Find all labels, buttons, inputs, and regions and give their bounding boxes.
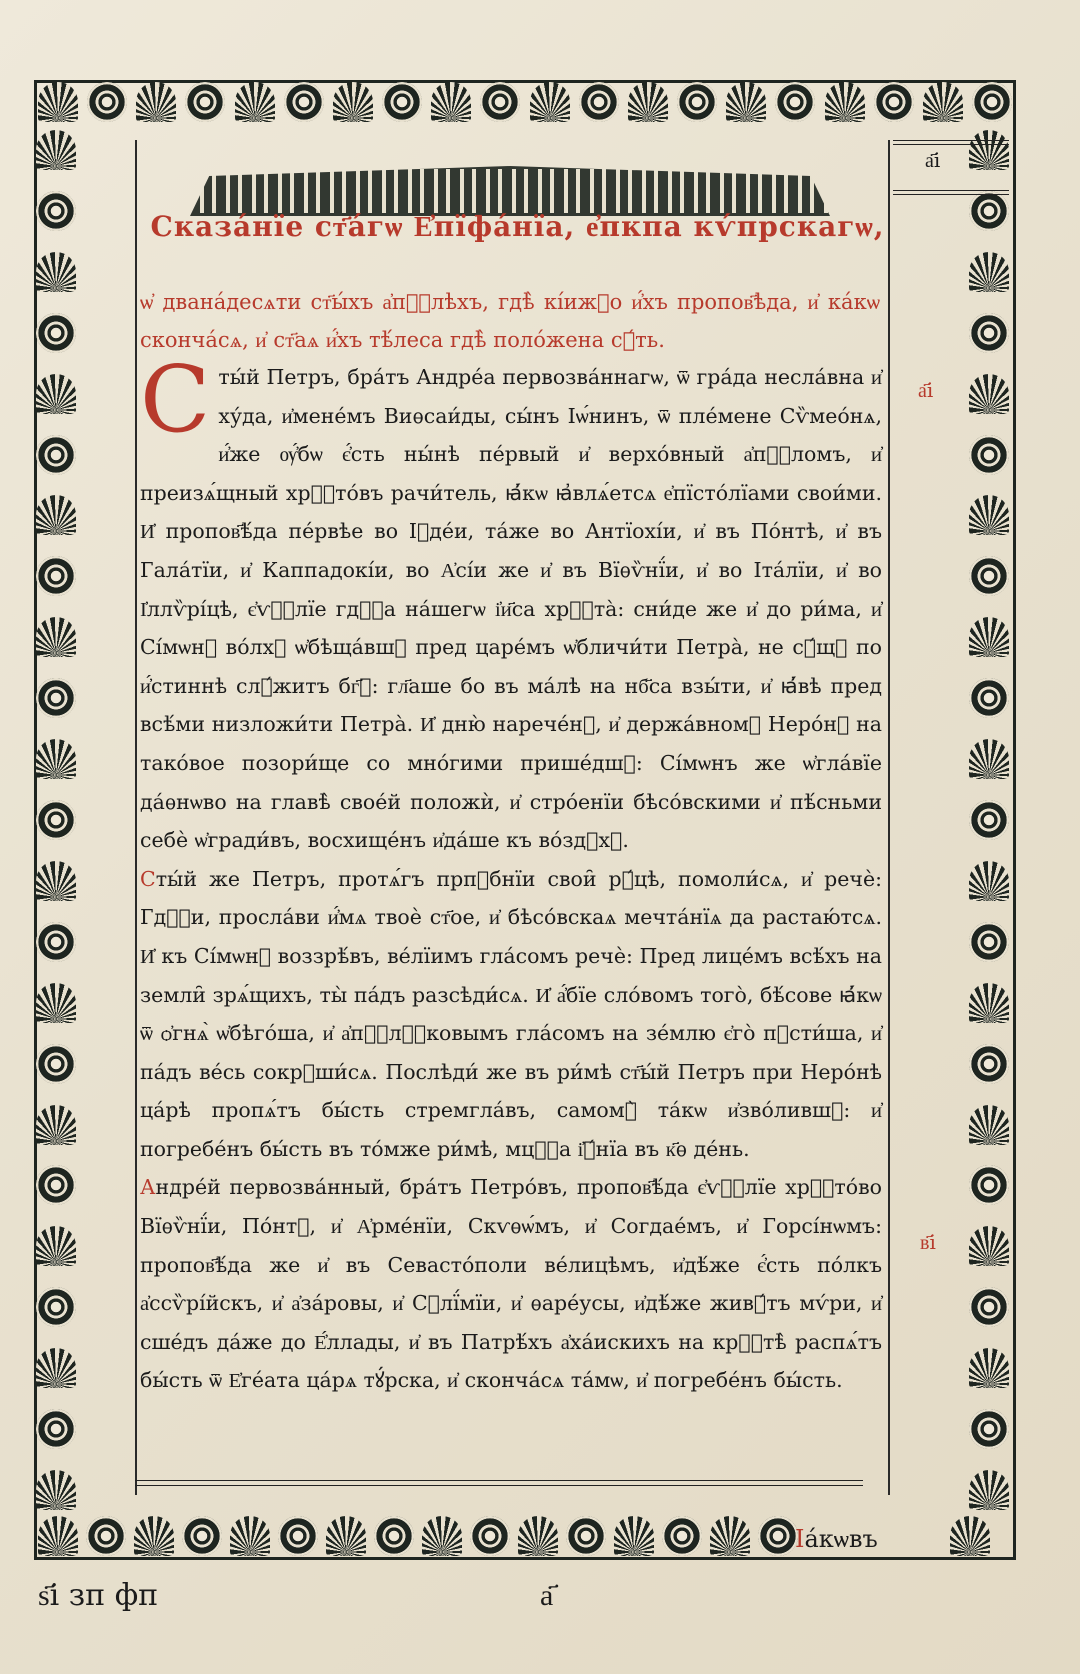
headpiece-ornament [190, 166, 830, 216]
palmette-ornament [38, 82, 78, 122]
red-initial: С [140, 866, 156, 891]
palmette-ornament [923, 82, 963, 122]
page-subtitle: ѡ҆ двана́десѧти ст҃ы́хъ а҆пⷭ҇лѣхъ, гдѣ̀ кі́ижⷣо и҆́хъ пропов҃ѣда, и҆ ка́кѡ сконча́сѧ, и҆ ст҃аѧ и҆́хъ тѣ́леса гдѣ̀ поло́жена сꙋ́ть. [140, 290, 880, 352]
margin-note-middle: а҃і [918, 378, 934, 402]
signature-mark: ѕ҃і зп фп [38, 1578, 159, 1613]
drop-capital: С [140, 346, 211, 453]
closing-rule [135, 1480, 863, 1486]
palmette-ornament [431, 82, 471, 122]
catchword [795, 1525, 878, 1554]
border-left-ornaments [30, 130, 82, 1510]
palmette-ornament [825, 82, 865, 122]
rosette-ornament [284, 82, 324, 122]
catchword-rest: а́кѡвъ [804, 1525, 878, 1553]
page-title: Сказа́нїе ст҃а́гѡ Е҆пїфа́нїа, е҆пкпа кѵ́прскагѡ, [150, 210, 885, 243]
margin-rule-top [893, 140, 1009, 145]
margin-note-top: а҃і [925, 148, 941, 172]
border-bottom-ornaments [38, 1510, 798, 1562]
palmette-ornament [628, 82, 668, 122]
palmette-ornament [235, 82, 275, 122]
rosette-ornament [874, 82, 914, 122]
rosette-ornament [775, 82, 815, 122]
palmette-ornament [726, 82, 766, 122]
rosette-ornament [382, 82, 422, 122]
rosette-ornament [185, 82, 225, 122]
paragraph-peter: ты́й Петръ, бра́тъ Андре́а первозва́ннагѡ, ѿ гра́да несла́вна и҆ ху́да, и҆мене́мъ Виѳсаи́ды, сы́нъ Іѡ́нинъ, ѿ пле́мене Сѷмео́нѧ, и҆́же ѹ҆́бѡ є҆́сть ны́нѣ пе́рвый и҆ верхо́вный а҆пⷭ҇ломъ, и҆ преизѧ́щный хрⷭ҇то́въ рачи́тель, ꙗ҆́кѡ ꙗ҆влѧ́етсѧ е҆пїсто́лїами свои́ми. И҆ пропов҃ѣ́да пе́рвѣе во Іꙋде́и, та́же во Антїохі́и, и҆ въ По́нтѣ, и҆ въ Гала́тїи, и҆ Каппадокі́и, во А҆сі́и же и҆ въ Вїѳѷнї́и, и҆ во Іта́лїи, и҆ во І҆ллѷрі́цѣ, є҆ѵⷢ҇лїе гдⷭ҇а на́шегѡ і҆и҃са хрⷭ҇та̀: сни́де же и҆ до ри́ма, и҆ Сі́мѡнꙋ во́лхꙋ ѡ҆бѣща́вшꙋ пред царе́мъ ѡ҆бличи́ти Петра̀, не сꙋ́щꙋ по и҆́стиннѣ слꙋ́житъ бг҃ꙋ: гл҃аше бо въ ма́лѣ на нб҃са взы́ти, и҆ ꙗ҆́вѣ пред всѣ́ми низложи́ти Петра̀. И҆ дню̀ нарече́нꙋ, и҆ держа́вномꙋ Неро́нꙋ на тако́вое позори́ще со мно́гими прише́дшꙋ: Сі́мѡнъ же ѡ҆гла́вїе да́ѳнѡво на главѣ̀ свое́й положѝ, и҆ стро́енїи бѣсо́вскими и҆ пѣ́сньми себѐ ѡ҆гради́въ, восхище́нъ и҆да́ше къ во́здꙋхꙋ. [140, 365, 882, 853]
rosette-ornament [972, 82, 1012, 122]
rosette-ornament [87, 82, 127, 122]
border-top-ornaments [38, 76, 1012, 128]
palmette-ornament [333, 82, 373, 122]
margin-note-lower: в҃і [920, 1230, 936, 1254]
rosette-ornament [579, 82, 619, 122]
page-number: а҃ [540, 1578, 554, 1613]
palmette-ornament [136, 82, 176, 122]
red-initial: А [140, 1175, 156, 1200]
paragraph-andrew: ндре́й первозва́нный, бра́тъ Петро́въ, пропов҃ѣ́да є҆ѵⷢ҇лїе хрⷭ҇то́во Вїѳѷнї́и, По́нтꙋ, и҆ А҆рме́нїи, Скѵѳѡ́мъ, и҆ Согдае́мъ, и҆ Горсі́нѡмъ: пропов҃ѣ́да же и҆ въ Севасто́поли ве́лицѣмъ, и҆дѣ́же є҆́сть по́лкъ а҆ссѷрі́йскъ, и҆ а҆за́ровы, и҆ Сꙋлї́мїи, и҆ ѳаре́усы, и҆дѣ́же живꙋ́тъ мѵ́ри, и҆ сше́дъ да́же до Е҆́ллады, и҆ въ Патрѣ́хъ а҆ха́искихъ на крⷭ҇тѣ̀ распѧ́тъ бы́сть ѿ Е҆гéата ца́рѧ тꙋ́рска, и҆ сконча́сѧ та́мѡ, и҆ погребе́нъ бы́сть. [140, 1175, 882, 1393]
border-bottom-corner [950, 1510, 1012, 1562]
main-text [140, 346, 882, 1400]
rosette-ornament [677, 82, 717, 122]
catchword-initial: І [795, 1525, 805, 1553]
paragraph-peter-prayer: ты́й же Петръ, протѧ́гъ прпⷣбнїи свои̑ рꙋ́цѣ, помоли́сѧ, и҆ речѐ: Гдⷭ҇и, просла́ви и҆́мѧ твоѐ ст҃ое, и҆ бѣсо́вскаѧ мечта́нїѧ да растаю́тсѧ. И҆ къ Сі́мѡнꙋ воззрѣ́въ, ве́лїимъ гла́сомъ речѐ: Пред лице́мъ всѣ́хъ на земли̑ зрѧ́щихъ, ты̀ па́дъ разсѣди́сѧ. И҆ а҆́бїе сло́вомъ того̀, бѣ́сове ꙗ҆́кѡ ѿ ѻ҆гнѧ̀ ѡ҆бѣго́ша, и҆ а҆пⷭ҇лⷭ҇ковымъ гла́сомъ на зе́млю є҆го̀ пꙋсти́ша, и҆ па́дъ ве́сь сокрꙋши́сѧ. Послѣди́ же въ ри́мѣ ст҃ы́й Петръ при Неро́нѣ ца́рѣ пропѧ́тъ бы́сть стремгла́въ, самомꙋ̀ та́кѡ и҆зво́лившꙋ: и҆ погребе́нъ бы́сть въ то́мже ри́мѣ, мцⷭ҇а і҆ꙋ́нїа въ к҃ѳ де́нь. [140, 866, 882, 1161]
border-right-ornaments [963, 130, 1015, 1510]
margin-rule-second [893, 190, 1009, 195]
rosette-ornament [480, 82, 520, 122]
palmette-ornament [530, 82, 570, 122]
